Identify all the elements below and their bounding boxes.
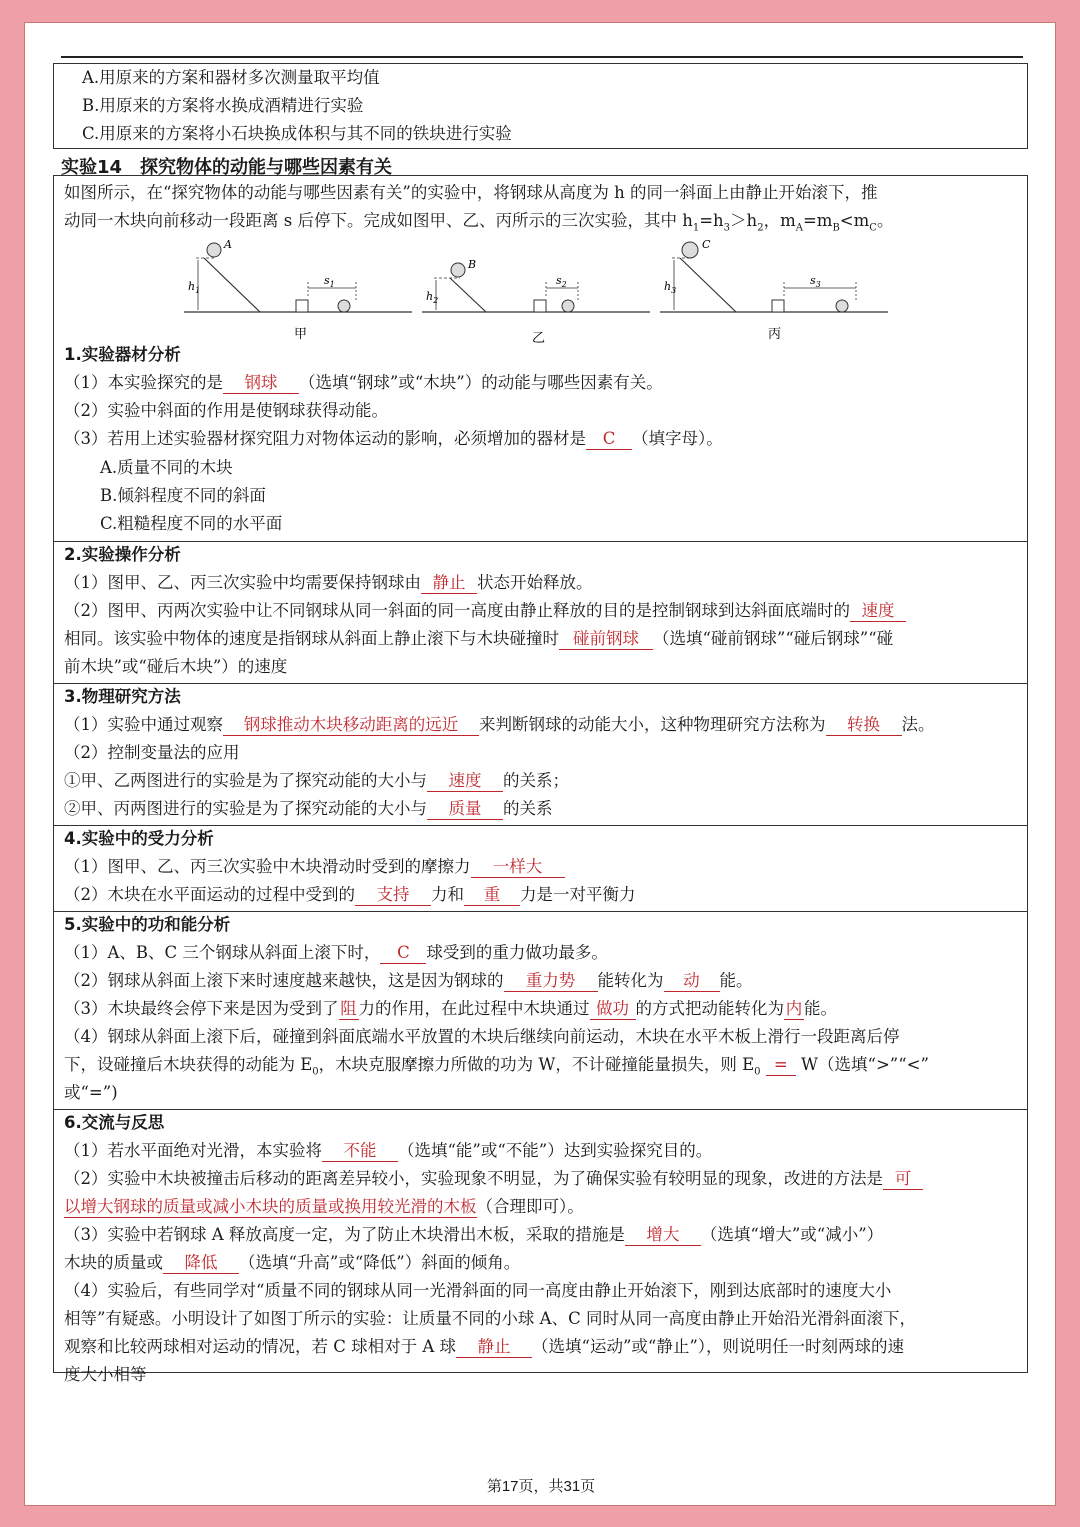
answer: 重力势 <box>504 971 598 992</box>
answer: 可 <box>883 1169 923 1190</box>
s5-q2: （2）钢球从斜面上滚下来时速度越来越快，这是因为钢球的 重力势 能转化为 动 能。 <box>64 971 753 990</box>
divider <box>54 1109 1027 1110</box>
s6-q4-b: 相等”有疑惑。小明设计了如图丁所示的实验：让质量不同的小球 A、C 同时从同一高度由静止开始沿光滑斜面滚下， <box>64 1309 916 1328</box>
s2-q2-cont: 相同。该实验中物体的速度是指钢球从斜面上静止滚下与木块碰撞时 碰前钢球 （选填“碰前钢球”“碰后钢球”“碰 <box>64 629 894 648</box>
answer: 速度 <box>427 771 503 792</box>
divider <box>54 911 1027 912</box>
answer: 静止 <box>421 573 477 594</box>
answer: C <box>380 943 426 964</box>
answer: 做功 <box>590 999 636 1020</box>
s1-option-b: B.倾斜程度不同的斜面 <box>100 486 266 505</box>
s6-q2-cont: 以增大钢球的质量或减小木块的质量或换用较光滑的木板（合理即可）。 <box>64 1197 584 1216</box>
svg-text:s2: $s_2$ <box>556 274 567 289</box>
s3-q2a: ①甲、乙两图进行的实验是为了探究动能的大小与 速度 的关系； <box>64 771 569 790</box>
s5-q4-end: 或“=”) <box>64 1083 118 1102</box>
answer: 一样大 <box>471 857 565 878</box>
answer: 内 <box>785 999 803 1018</box>
answer: 转换 <box>826 715 902 736</box>
s3-q2: （2）控制变量法的应用 <box>64 743 240 762</box>
svg-text:h2: $h_2$ <box>426 290 439 305</box>
section-5-heading: 5.实验中的功和能分析 <box>64 915 231 934</box>
s5-q4: （4）钢球从斜面上滚下后，碰撞到斜面底端水平放置的木块后继续向前运动，木块在水平木板上滑行一段距离后停 <box>64 1027 900 1046</box>
ball-label: A <box>224 238 232 251</box>
figure-label-yi: 乙 <box>532 331 546 346</box>
main-box <box>53 175 1028 1384</box>
answer: 静止 <box>456 1337 532 1358</box>
option-a: A.用原来的方案和器材多次测量取平均值 <box>82 68 380 87</box>
s1-q3: （3）若用上述实验器材探究阻力对物体运动的影响，必须增加的器材是 C （填字母）。 <box>64 429 723 448</box>
svg-text:s3: $s_3$ <box>810 274 821 289</box>
wood-block-icon <box>534 300 546 312</box>
answer: 钢球推动木块移动距离的远近 <box>223 715 479 736</box>
s6-q4-end: 度大小相等 <box>64 1365 147 1384</box>
s1-option-a: A.质量不同的木块 <box>100 458 233 477</box>
s1-option-c: C.粗糙程度不同的水平面 <box>100 514 283 533</box>
section-1-heading: 1.实验器材分析 <box>64 345 181 364</box>
answer: 碰前钢球 <box>559 629 653 650</box>
ball-b-icon <box>451 263 465 277</box>
s6-q4-c: 观察和比较两球相对运动的情况，若 C 球相对于 A 球 静止 （选填“运动”或“静止”），则说明任一时刻两球的速 <box>64 1337 905 1356</box>
page <box>24 22 1056 1506</box>
experiment-title: 实验14 探究物体的动能与哪些因素有关 <box>61 157 393 178</box>
figure-jia <box>184 238 412 312</box>
figure-yi <box>422 258 650 312</box>
header-rule <box>61 56 1023 58</box>
answer: 降低 <box>163 1253 239 1274</box>
answer: 以增大钢球的质量或减小木块的质量或换用较光滑的木板 <box>64 1197 477 1216</box>
divider <box>54 825 1027 826</box>
s6-q4: （4）实验后，有些同学对“质量不同的钢球从同一光滑斜面的同一高度由静止开始滚下，刚到达底部时的速度大小 <box>64 1281 892 1300</box>
s2-q2-end: 前木块”或“碰后木块”）的速度 <box>64 657 288 676</box>
answer: 速度 <box>850 601 906 622</box>
ball-a-icon <box>207 243 221 257</box>
ball-after-icon <box>338 300 350 312</box>
wood-block-icon <box>772 300 784 312</box>
answer: C <box>586 429 632 450</box>
ball-label: C <box>702 238 711 251</box>
section-3-heading: 3.物理研究方法 <box>64 687 181 706</box>
answer: 增大 <box>625 1225 701 1246</box>
section-6-heading: 6.交流与反思 <box>64 1113 165 1132</box>
svg-text:h1: $h_1$ <box>188 280 201 295</box>
answer: 质量 <box>427 799 503 820</box>
figure-bing <box>660 238 888 312</box>
s6-q1: （1）若水平面绝对光滑，本实验将 不能 （选填“能”或“不能”）达到实验探究目的。 <box>64 1141 713 1160</box>
answer: 阻 <box>340 999 357 1018</box>
section-2-heading: 2.实验操作分析 <box>64 545 181 564</box>
top-options-box <box>53 63 1028 149</box>
answer: = <box>766 1055 796 1076</box>
page-number: 第17页，共31页 <box>486 1478 596 1495</box>
s6-q3-cont: 木块的质量或 降低 （选填“升高”或“降低”）斜面的倾角。 <box>64 1253 521 1272</box>
intro-line-1: 如图所示，在“探究物体的动能与哪些因素有关”的实验中，将钢球从高度为 h 的同一斜面上由静止开始滚下，推 <box>64 183 878 202</box>
ball-label: B <box>468 258 477 271</box>
intro-line-2: 动同一木块向前移动一段距离 s 后停下。完成如图甲、乙、丙所示的三次实验，其中 $h_1=h_3>h_2$，$m_A=m_B<m_C$。 <box>64 211 894 234</box>
answer: 不能 <box>322 1141 398 1162</box>
answer: 动 <box>664 971 720 992</box>
s3-q1: （1）实验中通过观察 钢球推动木块移动距离的远近 来判断钢球的动能大小，这种物理研究方法称为 转换 法。 <box>64 715 935 734</box>
figure-label-jia: 甲 <box>294 327 308 342</box>
option-b: B.用原来的方案将水换成酒精进行实验 <box>82 96 364 115</box>
divider <box>54 683 1027 684</box>
s3-q2b: ②甲、丙两图进行的实验是为了探究动能的大小与 质量 的关系 <box>64 799 553 818</box>
figure-label-bing: 丙 <box>768 327 782 342</box>
ball-after-icon <box>836 300 848 312</box>
s2-q1: （1）图甲、乙、丙三次实验中均需要保持钢球由 静止 状态开始释放。 <box>64 573 593 592</box>
divider <box>54 541 1027 542</box>
ball-c-icon <box>682 242 698 258</box>
s5-q1: （1）A、B、C 三个钢球从斜面上滚下时， C 球受到的重力做功最多。 <box>64 943 608 962</box>
answer: 钢球 <box>223 373 299 394</box>
section-4-heading: 4.实验中的受力分析 <box>64 829 214 848</box>
option-c: C.用原来的方案将小石块换成体积与其不同的铁块进行实验 <box>82 124 512 143</box>
s4-q2: （2）木块在水平面运动的过程中受到的 支持 力和 重 力是一对平衡力 <box>64 885 636 904</box>
experiment-figures <box>54 234 1029 354</box>
s5-q3: （3）木块最终会停下来是因为受到了 阻 力的作用，在此过程中木块通过 做功 的方式把动能转化为 内 能。 <box>64 999 837 1018</box>
s1-q2: （2）实验中斜面的作用是使钢球获得动能。 <box>64 401 388 420</box>
wood-block-icon <box>296 300 308 312</box>
s6-q3: （3）实验中若钢球 A 释放高度一定，为了防止木块滑出木板，采取的措施是 增大 （选填“增大”或“减小”） <box>64 1225 884 1244</box>
svg-text:s1: $s_1$ <box>324 274 335 289</box>
answer: 支持 <box>355 885 431 906</box>
s6-q2: （2）实验中木块被撞击后移动的距离差异较小，实验现象不明显，为了确保实验有较明显的现象，改进的方法是 可 <box>64 1168 923 1190</box>
s1-q1: （1）本实验探究的是 钢球 （选填“钢球”或“木块”）的动能与哪些因素有关。 <box>64 373 663 392</box>
s4-q1: （1）图甲、乙、丙三次实验中木块滑动时受到的摩擦力 一样大 <box>64 856 565 878</box>
s2-q2: （2）图甲、丙两次实验中让不同钢球从同一斜面的同一高度由静止释放的目的是控制钢球到达斜面底端时的 速度 <box>64 600 906 622</box>
svg-text:h3: $h_3$ <box>664 280 677 295</box>
ball-after-icon <box>562 300 574 312</box>
answer: 重 <box>464 885 520 906</box>
s5-q4-cont: 下，设碰撞后木块获得的动能为 $E_0$，木块克服摩擦力所做的功为 W，不计碰撞能量损失，则 $E_0 = W$（选填“>”“<” <box>64 1055 929 1078</box>
